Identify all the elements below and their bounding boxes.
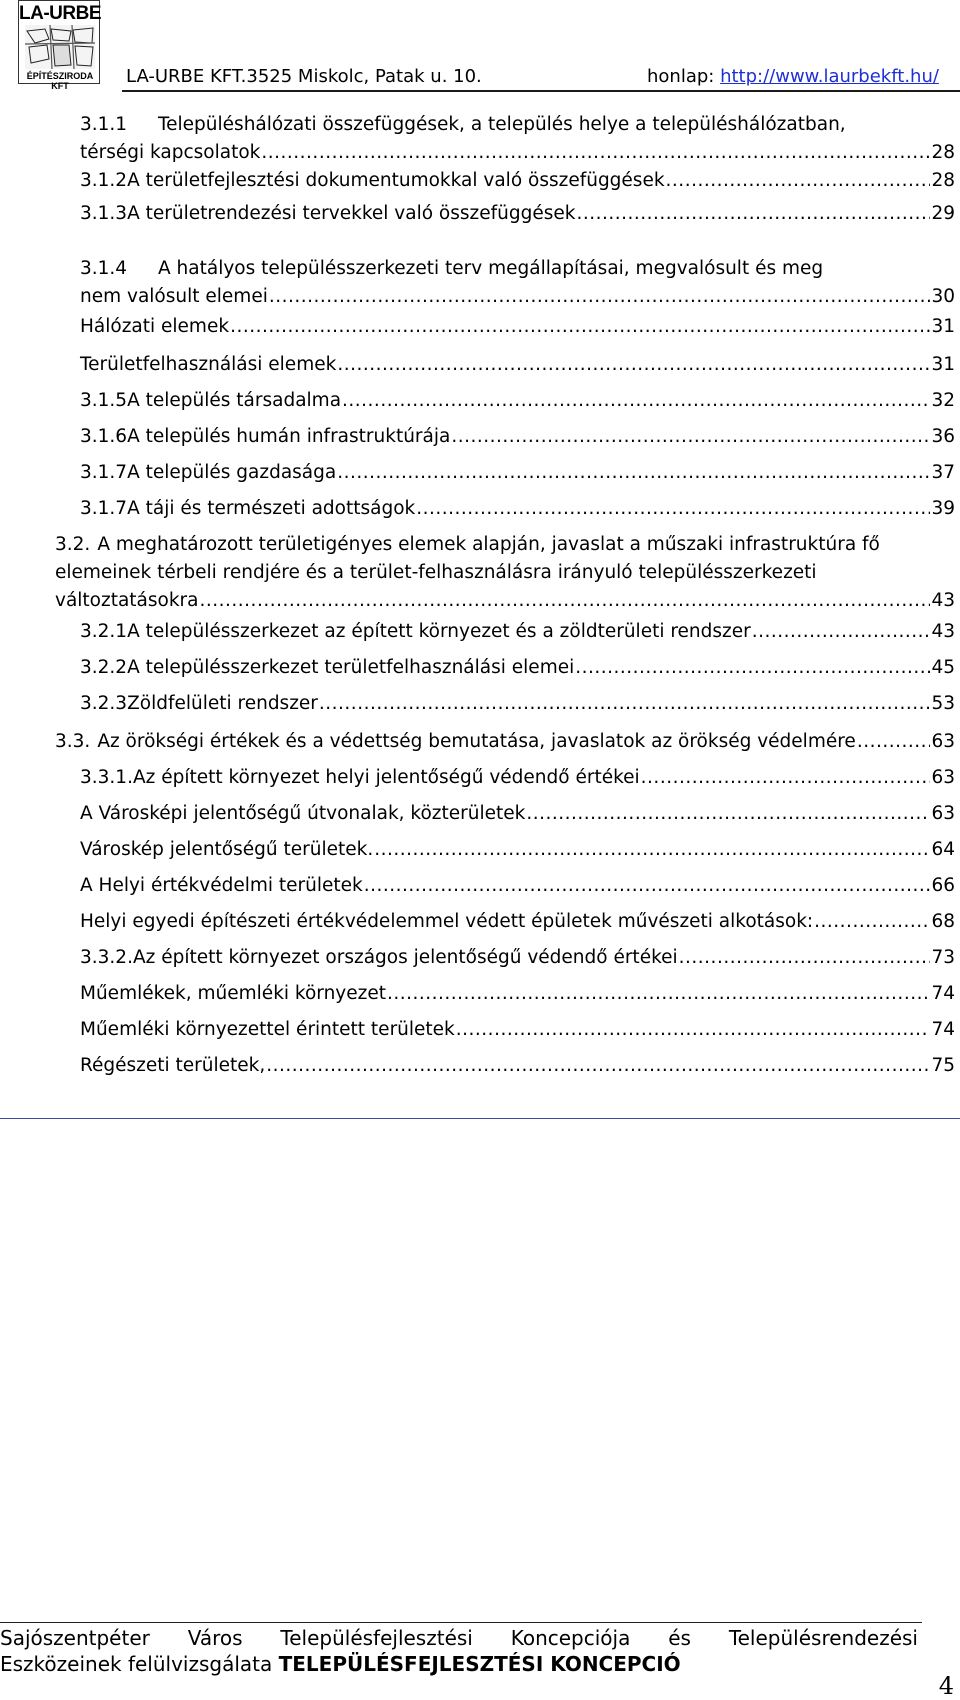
toc-entry-line [80,313,955,341]
toc-entry[interactable] [80,800,955,828]
toc-leader-dots [269,283,931,311]
toc-entry-title: 3.3.1.Az épített környezet helyi jelentőségű védendő értékei [80,767,640,788]
toc-entry-title: A településszerkezet területfelhasználási elemei [127,657,575,678]
toc-page-number: 53 [931,693,955,714]
toc-leader-dots [456,1016,931,1044]
toc-leader-dots [666,167,931,195]
toc-page-number: 28 [931,142,955,163]
toc-page-number: 73 [931,947,955,968]
toc-entry-title: nem valósult elemei [80,286,268,307]
toc-page-number: 36 [931,426,955,447]
toc-leader-dots [337,459,930,487]
toc-entry-line [80,255,955,283]
toc-entry[interactable] [80,836,955,864]
toc-entry-title: Műemlékek, műemléki környezet [80,983,386,1004]
toc-entry-number: 3.1.7 [80,498,128,519]
toc-page-number: 30 [931,286,955,307]
toc-entry[interactable] [80,1016,955,1044]
logo-title: LA-URBE [19,3,101,24]
toc-leader-dots [261,139,930,167]
toc-entry-line [55,559,955,587]
footer-title-word: Településrendezési [728,1626,918,1650]
toc-entry-number: 3.2. [55,534,91,555]
toc-entry[interactable] [80,872,955,900]
toc-leader-dots [337,351,930,379]
toc-leader-dots [319,690,931,718]
toc-entry[interactable] [80,690,955,718]
toc-entry-title: A meghatározott területigényes elemek alapján, javaslat a műszaki infrastruktúra fő [97,534,880,555]
toc-entry-title: Az örökségi értékek és a védettség bemutatása, javaslatok az örökség védelmére [97,731,856,752]
toc-page-number: 75 [931,1055,955,1076]
toc-entry-number: 3.1.7 [80,462,128,483]
toc-entry-line [80,872,955,900]
toc-entry-line [80,1052,955,1080]
toc-entry[interactable] [80,764,955,792]
toc-entry-line [80,139,955,167]
toc-page-number: 45 [931,657,955,678]
toc-entry-line [55,531,955,559]
toc-leader-dots [526,800,930,828]
toc-entry[interactable] [55,728,955,756]
toc-page-number: 68 [931,911,955,932]
toc-entry[interactable] [80,423,955,451]
toc-entry-title: A területfejlesztési dokumentumokkal való összefüggések [127,170,665,191]
toc-entry-title: változtatásokra [55,590,199,611]
toc-page-number: 63 [931,803,955,824]
footer-title-line-1 [0,1626,918,1650]
footer-title-word: Koncepciója [510,1626,631,1650]
toc-entry-title: Zöldfelületi rendszer [127,693,318,714]
toc-page-number: 63 [931,767,955,788]
footer-title-word: Sajószentpéter [0,1626,150,1650]
toc-entry-line [55,587,955,615]
toc-entry-line [80,351,955,379]
toc-page-number: 31 [931,354,955,375]
toc-leader-dots [576,200,930,228]
toc-page-number: 66 [931,875,955,896]
toc-entry-title: Műemléki környezettel érintett területek [80,1019,455,1040]
toc-entry-title: A területrendezési tervekkel való összefüggések [127,203,576,224]
footer-subtitle: Eszközeinek felülvizsgálata [0,1652,273,1676]
toc-entry[interactable] [80,313,955,341]
footer-title-line-2 [0,1652,681,1676]
footer-title-word: Város [187,1626,243,1650]
toc-entry-number: 3.1.3 [80,203,128,224]
toc-leader-dots [266,1052,930,1080]
toc-entry[interactable] [80,111,955,167]
toc-entry-title: Területfelhasználási elemek [80,354,337,375]
toc-entry-title: A hatályos településszerkezeti terv megállapításai, megvalósult és meg [158,258,824,279]
footer-title-word: és [668,1626,691,1650]
toc-page-number: 74 [931,1019,955,1040]
toc-entry-line [80,690,955,718]
toc-page-number: 63 [931,731,955,752]
footer-divider [0,1622,922,1623]
toc-entry-number: 3.1.1 [80,114,128,135]
toc-entry[interactable] [80,387,955,415]
toc-leader-dots [342,387,930,415]
toc-page-number: 74 [931,983,955,1004]
toc-leader-dots [679,944,931,972]
toc-entry-line [80,111,955,139]
toc-entry-line [80,980,955,1008]
company-address: LA-URBE KFT.3525 Miskolc, Patak u. 10. [126,66,482,87]
toc-entry-line [80,459,955,487]
toc-entry-title: Hálózati elemek [80,316,230,337]
toc-entry-number: 3.2.3 [80,693,128,714]
toc-entry-line [80,800,955,828]
toc-entry-line [80,423,955,451]
toc-page-number: 43 [931,621,955,642]
logo-subtitle: ÉPÍTÉSZIRODA KFT [26,71,94,91]
toc-entry-title: térségi kapcsolatok [80,142,261,163]
toc-entry-number: 3.1.6 [80,426,128,447]
toc-entry-line [80,618,955,646]
toc-entry-line [80,908,955,936]
toc-entry-line [80,944,955,972]
toc-leader-dots [752,618,931,646]
toc-leader-dots [857,728,931,756]
toc-entry-number: 3.1.4 [80,258,128,279]
toc-entry-line [80,764,955,792]
toc-entry-title: A Városképi jelentőségű útvonalak, közterületek [80,803,526,824]
toc-entry[interactable] [80,618,955,646]
website-label: honlap: [647,66,715,87]
toc-entry[interactable] [80,495,955,523]
toc-entry[interactable] [80,255,955,311]
toc-entry-title: A településszerkezet az épített környezet és a zöldterületi rendszer [127,621,751,642]
toc-leader-dots [200,587,931,615]
toc-entry-line [80,387,955,415]
footer-title-word: Településfejlesztési [280,1626,473,1650]
toc-entry-title: elemeinek térbeli rendjére és a terület-felhasználásra irányuló településszerkezeti [55,562,817,583]
toc-leader-dots [364,872,931,900]
toc-entry-title: A település gazdasága [127,462,337,483]
toc-leader-dots [374,836,930,864]
toc-page-number: 28 [931,170,955,191]
toc-page-number: 32 [931,390,955,411]
toc-entry-title: Településhálózati összefüggések, a település helye a településhálózatban, [158,114,846,135]
toc-entry-line [80,836,955,864]
toc-entry[interactable] [80,351,955,379]
toc-entry-title: A település társadalma [127,390,342,411]
toc-entry-number: 3.2.1 [80,621,128,642]
toc-entry-number: 3.3. [55,731,91,752]
toc-entry-line [80,200,955,228]
toc-entry[interactable] [80,908,955,936]
toc-entry-line [80,495,955,523]
toc-page-number: 31 [931,316,955,337]
page-number: 4 [938,1672,954,1700]
toc-entry[interactable] [80,200,955,228]
toc-page-number: 64 [931,839,955,860]
toc-entry-number: 3.3.2. [80,947,133,968]
toc-leader-dots [451,423,930,451]
toc-entry-title: Városkép jelentőségű területek. [80,839,374,860]
toc-entry-title: A település humán infrastruktúrája [127,426,451,447]
toc-page-number: 37 [931,462,955,483]
toc-entry[interactable] [80,167,955,195]
toc-end-divider [0,1118,960,1119]
toc-leader-dots [575,654,930,682]
footer-document-type: TELEPÜLÉSFEJLESZTÉSI KONCEPCIÓ [278,1652,681,1676]
toc-entry-title: Helyi egyedi építészeti értékvédelemmel védett épületek művészeti alkotások: [80,911,814,932]
toc-entry-title: Az épített környezet országos jelentőségű védendő értékei [132,947,678,968]
toc-entry[interactable] [80,459,955,487]
toc-page-number: 39 [931,498,955,519]
toc-entry-line [80,167,955,195]
toc-page-number: 43 [931,590,955,611]
toc-entry-line [80,1016,955,1044]
toc-entry[interactable] [80,980,955,1008]
toc-entry-title: A Helyi értékvédelmi területek [80,875,363,896]
toc-entry[interactable] [55,531,955,615]
toc-entry-number: 3.1.2 [80,170,128,191]
toc-entry-line [55,728,955,756]
toc-leader-dots [387,980,930,1008]
website-link[interactable]: http://www.laurbekft.hu/ [720,66,939,87]
toc-entry[interactable] [80,944,955,972]
toc-entry-line [80,283,955,311]
toc-leader-dots [814,908,930,936]
toc-entry-title: Régészeti területek, [80,1055,266,1076]
toc-entry-title: A táji és természeti adottságok [127,498,416,519]
toc-entry[interactable] [80,1052,955,1080]
toc-entry-number: 3.2.2 [80,657,128,678]
toc-leader-dots [641,764,931,792]
toc-leader-dots [230,313,930,341]
toc-entry-number: 3.1.5 [80,390,128,411]
toc-entry[interactable] [80,654,955,682]
toc-entry-line [80,654,955,682]
toc-leader-dots [416,495,930,523]
toc-page-number: 29 [931,203,955,224]
